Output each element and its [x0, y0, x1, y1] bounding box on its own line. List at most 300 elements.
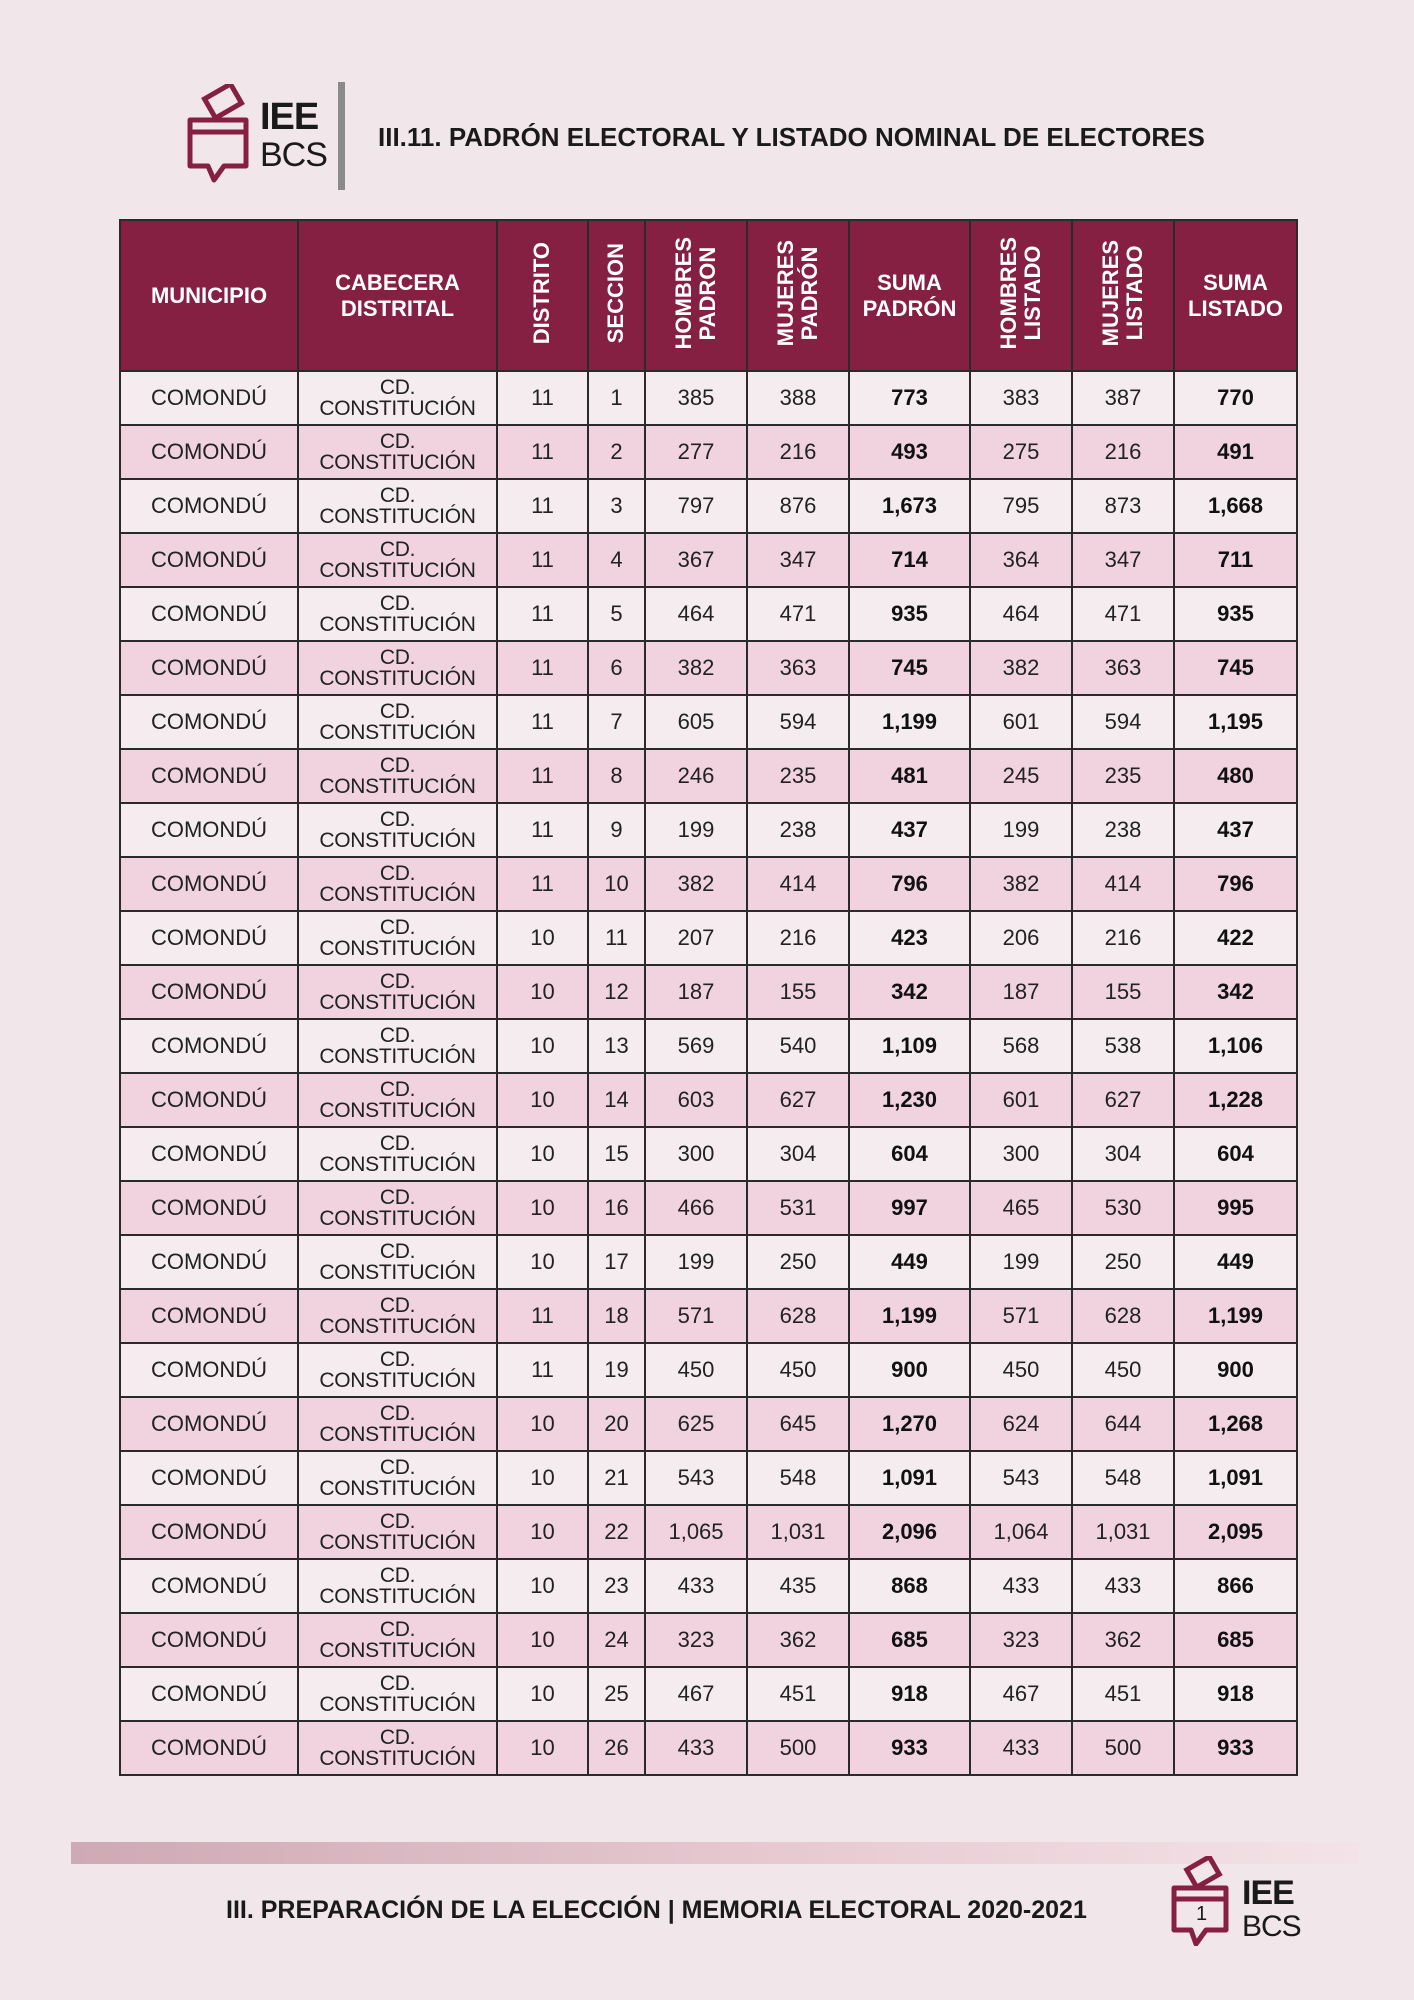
cell-hombres-listado: 464 [970, 587, 1072, 641]
cell-suma-listado: 995 [1174, 1181, 1297, 1235]
cell-distrito: 10 [497, 1613, 588, 1667]
cell-mujeres-padron: 500 [747, 1721, 849, 1775]
cell-cabecera: CD. CONSTITUCIÓN [298, 533, 497, 587]
cell-distrito: 11 [497, 1289, 588, 1343]
cell-mujeres-listado: 387 [1072, 371, 1174, 425]
cell-distrito: 11 [497, 695, 588, 749]
col-suma-padron: SUMA PADRÓN [849, 220, 970, 371]
cell-municipio: COMONDÚ [120, 587, 298, 641]
cell-suma-padron: 935 [849, 587, 970, 641]
cell-mujeres-padron: 548 [747, 1451, 849, 1505]
cell-hombres-listado: 199 [970, 1235, 1072, 1289]
cell-hombres-padron: 543 [645, 1451, 747, 1505]
table-row [120, 695, 1297, 749]
cell-hombres-padron: 433 [645, 1559, 747, 1613]
cell-hombres-padron: 605 [645, 695, 747, 749]
cell-cabecera: CD. CONSTITUCIÓN [298, 479, 497, 533]
cell-distrito: 11 [497, 749, 588, 803]
footer-logo-line-1: IEE [1242, 1874, 1294, 1912]
cell-mujeres-listado: 216 [1072, 425, 1174, 479]
cell-mujeres-listado: 627 [1072, 1073, 1174, 1127]
cell-cabecera: CD. CONSTITUCIÓN [298, 1397, 497, 1451]
cell-seccion: 23 [588, 1559, 645, 1613]
cell-seccion: 21 [588, 1451, 645, 1505]
cell-mujeres-listado: 451 [1072, 1667, 1174, 1721]
cell-seccion: 5 [588, 587, 645, 641]
cell-cabecera: CD. CONSTITUCIÓN [298, 371, 497, 425]
cell-mujeres-listado: 155 [1072, 965, 1174, 1019]
cell-suma-padron: 481 [849, 749, 970, 803]
cell-mujeres-listado: 433 [1072, 1559, 1174, 1613]
cell-distrito: 10 [497, 1073, 588, 1127]
cell-mujeres-listado: 538 [1072, 1019, 1174, 1073]
table-row [120, 1019, 1297, 1073]
table-row [120, 587, 1297, 641]
cell-hombres-listado: 382 [970, 641, 1072, 695]
cell-hombres-padron: 569 [645, 1019, 747, 1073]
cell-hombres-padron: 467 [645, 1667, 747, 1721]
cell-cabecera: CD. CONSTITUCIÓN [298, 587, 497, 641]
table-row [120, 1127, 1297, 1181]
page-number: 1 [1196, 1903, 1208, 1925]
cell-mujeres-listado: 548 [1072, 1451, 1174, 1505]
cell-cabecera: CD. CONSTITUCIÓN [298, 1019, 497, 1073]
cell-hombres-padron: 603 [645, 1073, 747, 1127]
cell-mujeres-padron: 155 [747, 965, 849, 1019]
electoral-table [119, 219, 1298, 1776]
cell-suma-padron: 900 [849, 1343, 970, 1397]
cell-suma-listado: 2,095 [1174, 1505, 1297, 1559]
col-hombres-padron: HOMBRES PADRON [645, 220, 747, 371]
cell-municipio: COMONDÚ [120, 1613, 298, 1667]
cell-hombres-listado: 543 [970, 1451, 1072, 1505]
cell-cabecera: CD. CONSTITUCIÓN [298, 425, 497, 479]
cell-suma-listado: 866 [1174, 1559, 1297, 1613]
cell-seccion: 25 [588, 1667, 645, 1721]
cell-hombres-listado: 433 [970, 1559, 1072, 1613]
cell-mujeres-padron: 540 [747, 1019, 849, 1073]
cell-distrito: 10 [497, 1667, 588, 1721]
cell-seccion: 19 [588, 1343, 645, 1397]
cell-municipio: COMONDÚ [120, 641, 298, 695]
col-hombres-listado: HOMBRES LISTADO [970, 220, 1072, 371]
cell-cabecera: CD. CONSTITUCIÓN [298, 641, 497, 695]
cell-suma-listado: 1,106 [1174, 1019, 1297, 1073]
cell-municipio: COMONDÚ [120, 1397, 298, 1451]
cell-seccion: 26 [588, 1721, 645, 1775]
cell-suma-padron: 604 [849, 1127, 970, 1181]
cell-suma-padron: 918 [849, 1667, 970, 1721]
cell-municipio: COMONDÚ [120, 1451, 298, 1505]
cell-suma-padron: 1,230 [849, 1073, 970, 1127]
cell-seccion: 13 [588, 1019, 645, 1073]
cell-hombres-padron: 207 [645, 911, 747, 965]
cell-cabecera: CD. CONSTITUCIÓN [298, 1613, 497, 1667]
cell-hombres-listado: 568 [970, 1019, 1072, 1073]
cell-distrito: 10 [497, 1505, 588, 1559]
cell-hombres-padron: 1,065 [645, 1505, 747, 1559]
cell-municipio: COMONDÚ [120, 1667, 298, 1721]
cell-hombres-padron: 625 [645, 1397, 747, 1451]
cell-hombres-padron: 300 [645, 1127, 747, 1181]
cell-mujeres-padron: 645 [747, 1397, 849, 1451]
cell-mujeres-padron: 531 [747, 1181, 849, 1235]
cell-suma-listado: 1,228 [1174, 1073, 1297, 1127]
cell-suma-listado: 900 [1174, 1343, 1297, 1397]
cell-suma-padron: 423 [849, 911, 970, 965]
cell-seccion: 16 [588, 1181, 645, 1235]
cell-mujeres-listado: 471 [1072, 587, 1174, 641]
cell-mujeres-padron: 628 [747, 1289, 849, 1343]
cell-suma-listado: 711 [1174, 533, 1297, 587]
cell-municipio: COMONDÚ [120, 533, 298, 587]
cell-hombres-padron: 571 [645, 1289, 747, 1343]
cell-distrito: 11 [497, 857, 588, 911]
cell-cabecera: CD. CONSTITUCIÓN [298, 1721, 497, 1775]
cell-hombres-listado: 571 [970, 1289, 1072, 1343]
cell-mujeres-padron: 471 [747, 587, 849, 641]
cell-hombres-listado: 601 [970, 1073, 1072, 1127]
cell-distrito: 10 [497, 1721, 588, 1775]
footer-band [71, 1842, 1359, 1864]
cell-suma-listado: 449 [1174, 1235, 1297, 1289]
cell-seccion: 6 [588, 641, 645, 695]
cell-seccion: 17 [588, 1235, 645, 1289]
footer-text: III. PREPARACIÓN DE LA ELECCIÓN | MEMORIA ELECTORAL 2020-2021 [226, 1896, 1087, 1924]
cell-suma-padron: 796 [849, 857, 970, 911]
cell-municipio: COMONDÚ [120, 1127, 298, 1181]
cell-suma-listado: 770 [1174, 371, 1297, 425]
cell-suma-padron: 1,091 [849, 1451, 970, 1505]
cell-municipio: COMONDÚ [120, 965, 298, 1019]
cell-suma-padron: 342 [849, 965, 970, 1019]
cell-municipio: COMONDÚ [120, 911, 298, 965]
cell-hombres-padron: 433 [645, 1721, 747, 1775]
cell-mujeres-listado: 414 [1072, 857, 1174, 911]
cell-seccion: 3 [588, 479, 645, 533]
col-distrito: DISTRITO [497, 220, 588, 371]
cell-cabecera: CD. CONSTITUCIÓN [298, 1667, 497, 1721]
cell-distrito: 10 [497, 1019, 588, 1073]
cell-hombres-listado: 467 [970, 1667, 1072, 1721]
cell-hombres-listado: 450 [970, 1343, 1072, 1397]
cell-mujeres-padron: 627 [747, 1073, 849, 1127]
cell-mujeres-padron: 235 [747, 749, 849, 803]
cell-suma-padron: 1,199 [849, 695, 970, 749]
cell-mujeres-padron: 450 [747, 1343, 849, 1397]
cell-suma-listado: 1,268 [1174, 1397, 1297, 1451]
cell-municipio: COMONDÚ [120, 1343, 298, 1397]
logo-line-2: BCS [260, 136, 327, 174]
cell-hombres-listado: 433 [970, 1721, 1072, 1775]
cell-hombres-listado: 601 [970, 695, 1072, 749]
cell-hombres-padron: 199 [645, 1235, 747, 1289]
table-row [120, 641, 1297, 695]
cell-suma-listado: 796 [1174, 857, 1297, 911]
iee-bcs-logo [180, 80, 330, 192]
footer-logo-line-2: BCS [1242, 1910, 1301, 1943]
table-row [120, 425, 1297, 479]
cell-suma-listado: 745 [1174, 641, 1297, 695]
table-row [120, 1667, 1297, 1721]
cell-mujeres-listado: 216 [1072, 911, 1174, 965]
cell-mujeres-listado: 500 [1072, 1721, 1174, 1775]
cell-hombres-listado: 275 [970, 425, 1072, 479]
cell-suma-padron: 745 [849, 641, 970, 695]
cell-municipio: COMONDÚ [120, 1073, 298, 1127]
cell-cabecera: CD. CONSTITUCIÓN [298, 803, 497, 857]
cell-cabecera: CD. CONSTITUCIÓN [298, 1559, 497, 1613]
cell-distrito: 11 [497, 641, 588, 695]
table-row [120, 1451, 1297, 1505]
cell-cabecera: CD. CONSTITUCIÓN [298, 911, 497, 965]
cell-distrito: 10 [497, 1181, 588, 1235]
cell-distrito: 10 [497, 1559, 588, 1613]
cell-mujeres-listado: 362 [1072, 1613, 1174, 1667]
cell-suma-padron: 1,270 [849, 1397, 970, 1451]
cell-hombres-padron: 187 [645, 965, 747, 1019]
table-row [120, 1343, 1297, 1397]
cell-suma-listado: 491 [1174, 425, 1297, 479]
cell-seccion: 8 [588, 749, 645, 803]
cell-mujeres-padron: 594 [747, 695, 849, 749]
cell-distrito: 10 [497, 1397, 588, 1451]
table-row [120, 1181, 1297, 1235]
cell-distrito: 10 [497, 911, 588, 965]
cell-seccion: 12 [588, 965, 645, 1019]
ballot-box-icon [186, 84, 256, 184]
cell-mujeres-listado: 644 [1072, 1397, 1174, 1451]
cell-mujeres-listado: 347 [1072, 533, 1174, 587]
cell-cabecera: CD. CONSTITUCIÓN [298, 1235, 497, 1289]
cell-hombres-listado: 206 [970, 911, 1072, 965]
cell-municipio: COMONDÚ [120, 1505, 298, 1559]
footer-logo [1170, 1856, 1320, 1956]
page-title: III.11. PADRÓN ELECTORAL Y LISTADO NOMINAL DE ELECTORES [378, 122, 1205, 152]
cell-suma-padron: 449 [849, 1235, 970, 1289]
cell-distrito: 10 [497, 1127, 588, 1181]
cell-suma-listado: 1,195 [1174, 695, 1297, 749]
cell-hombres-padron: 797 [645, 479, 747, 533]
cell-mujeres-padron: 876 [747, 479, 849, 533]
cell-suma-listado: 604 [1174, 1127, 1297, 1181]
cell-suma-padron: 1,673 [849, 479, 970, 533]
table-row [120, 803, 1297, 857]
cell-municipio: COMONDÚ [120, 371, 298, 425]
table-row [120, 1613, 1297, 1667]
table-row [120, 965, 1297, 1019]
cell-hombres-listado: 323 [970, 1613, 1072, 1667]
logo-line-1: IEE [260, 96, 319, 138]
cell-suma-padron: 933 [849, 1721, 970, 1775]
cell-mujeres-padron: 250 [747, 1235, 849, 1289]
cell-cabecera: CD. CONSTITUCIÓN [298, 1127, 497, 1181]
cell-seccion: 15 [588, 1127, 645, 1181]
table-row [120, 1289, 1297, 1343]
cell-mujeres-listado: 250 [1072, 1235, 1174, 1289]
cell-hombres-listado: 199 [970, 803, 1072, 857]
cell-distrito: 10 [497, 1451, 588, 1505]
header-divider [338, 82, 345, 190]
ballot-box-icon [1170, 1856, 1234, 1946]
cell-hombres-padron: 246 [645, 749, 747, 803]
cell-municipio: COMONDÚ [120, 695, 298, 749]
cell-cabecera: CD. CONSTITUCIÓN [298, 1289, 497, 1343]
cell-distrito: 11 [497, 587, 588, 641]
cell-suma-listado: 342 [1174, 965, 1297, 1019]
cell-municipio: COMONDÚ [120, 1721, 298, 1775]
cell-mujeres-padron: 451 [747, 1667, 849, 1721]
col-seccion: SECCION [588, 220, 645, 371]
col-suma-listado: SUMA LISTADO [1174, 220, 1297, 371]
col-mujeres-padron: MUJERES PADRÓN [747, 220, 849, 371]
cell-municipio: COMONDÚ [120, 803, 298, 857]
cell-seccion: 10 [588, 857, 645, 911]
cell-suma-listado: 437 [1174, 803, 1297, 857]
table-row [120, 533, 1297, 587]
cell-mujeres-listado: 450 [1072, 1343, 1174, 1397]
cell-suma-listado: 1,199 [1174, 1289, 1297, 1343]
cell-seccion: 20 [588, 1397, 645, 1451]
table-row [120, 1235, 1297, 1289]
cell-mujeres-padron: 304 [747, 1127, 849, 1181]
cell-distrito: 11 [497, 371, 588, 425]
cell-municipio: COMONDÚ [120, 749, 298, 803]
cell-suma-padron: 1,109 [849, 1019, 970, 1073]
cell-hombres-listado: 465 [970, 1181, 1072, 1235]
cell-distrito: 10 [497, 965, 588, 1019]
cell-municipio: COMONDÚ [120, 1181, 298, 1235]
cell-mujeres-listado: 594 [1072, 695, 1174, 749]
cell-municipio: COMONDÚ [120, 857, 298, 911]
table-row [120, 1721, 1297, 1775]
table-row [120, 371, 1297, 425]
cell-hombres-padron: 385 [645, 371, 747, 425]
cell-mujeres-listado: 873 [1072, 479, 1174, 533]
cell-cabecera: CD. CONSTITUCIÓN [298, 965, 497, 1019]
cell-seccion: 1 [588, 371, 645, 425]
table-row [120, 1397, 1297, 1451]
cell-hombres-padron: 277 [645, 425, 747, 479]
cell-seccion: 18 [588, 1289, 645, 1343]
cell-hombres-padron: 382 [645, 857, 747, 911]
table-row [120, 749, 1297, 803]
cell-municipio: COMONDÚ [120, 1019, 298, 1073]
col-mujeres-listado: MUJERES LISTADO [1072, 220, 1174, 371]
cell-cabecera: CD. CONSTITUCIÓN [298, 1505, 497, 1559]
cell-cabecera: CD. CONSTITUCIÓN [298, 695, 497, 749]
cell-suma-padron: 1,199 [849, 1289, 970, 1343]
cell-municipio: COMONDÚ [120, 479, 298, 533]
cell-mujeres-listado: 530 [1072, 1181, 1174, 1235]
cell-municipio: COMONDÚ [120, 1289, 298, 1343]
cell-hombres-listado: 245 [970, 749, 1072, 803]
cell-suma-listado: 918 [1174, 1667, 1297, 1721]
cell-mujeres-padron: 414 [747, 857, 849, 911]
table-row [120, 911, 1297, 965]
cell-mujeres-padron: 216 [747, 911, 849, 965]
cell-hombres-listado: 382 [970, 857, 1072, 911]
cell-hombres-padron: 323 [645, 1613, 747, 1667]
cell-suma-listado: 685 [1174, 1613, 1297, 1667]
cell-distrito: 10 [497, 1235, 588, 1289]
cell-mujeres-padron: 363 [747, 641, 849, 695]
cell-mujeres-listado: 363 [1072, 641, 1174, 695]
cell-mujeres-listado: 628 [1072, 1289, 1174, 1343]
cell-cabecera: CD. CONSTITUCIÓN [298, 1073, 497, 1127]
cell-hombres-padron: 199 [645, 803, 747, 857]
cell-mujeres-padron: 388 [747, 371, 849, 425]
cell-mujeres-listado: 235 [1072, 749, 1174, 803]
cell-suma-padron: 868 [849, 1559, 970, 1613]
table-row [120, 1505, 1297, 1559]
cell-cabecera: CD. CONSTITUCIÓN [298, 749, 497, 803]
cell-cabecera: CD. CONSTITUCIÓN [298, 1181, 497, 1235]
cell-suma-padron: 2,096 [849, 1505, 970, 1559]
table-header-row [120, 220, 1297, 371]
cell-hombres-listado: 383 [970, 371, 1072, 425]
cell-suma-padron: 685 [849, 1613, 970, 1667]
cell-hombres-listado: 364 [970, 533, 1072, 587]
cell-seccion: 14 [588, 1073, 645, 1127]
cell-mujeres-padron: 238 [747, 803, 849, 857]
table-row [120, 857, 1297, 911]
cell-suma-padron: 997 [849, 1181, 970, 1235]
cell-hombres-padron: 466 [645, 1181, 747, 1235]
cell-distrito: 11 [497, 533, 588, 587]
cell-suma-padron: 773 [849, 371, 970, 425]
cell-municipio: COMONDÚ [120, 1559, 298, 1613]
cell-hombres-padron: 464 [645, 587, 747, 641]
cell-hombres-listado: 187 [970, 965, 1072, 1019]
cell-hombres-listado: 624 [970, 1397, 1072, 1451]
table-row [120, 1073, 1297, 1127]
cell-hombres-listado: 1,064 [970, 1505, 1072, 1559]
cell-cabecera: CD. CONSTITUCIÓN [298, 1343, 497, 1397]
table-row [120, 1559, 1297, 1613]
cell-hombres-listado: 795 [970, 479, 1072, 533]
cell-hombres-padron: 450 [645, 1343, 747, 1397]
cell-seccion: 11 [588, 911, 645, 965]
cell-suma-listado: 480 [1174, 749, 1297, 803]
cell-suma-listado: 935 [1174, 587, 1297, 641]
cell-suma-listado: 1,091 [1174, 1451, 1297, 1505]
cell-suma-padron: 437 [849, 803, 970, 857]
cell-mujeres-listado: 238 [1072, 803, 1174, 857]
cell-suma-listado: 422 [1174, 911, 1297, 965]
cell-mujeres-padron: 1,031 [747, 1505, 849, 1559]
cell-seccion: 2 [588, 425, 645, 479]
cell-mujeres-padron: 362 [747, 1613, 849, 1667]
cell-seccion: 22 [588, 1505, 645, 1559]
cell-hombres-listado: 300 [970, 1127, 1072, 1181]
cell-mujeres-padron: 347 [747, 533, 849, 587]
cell-suma-padron: 493 [849, 425, 970, 479]
cell-mujeres-padron: 435 [747, 1559, 849, 1613]
cell-distrito: 11 [497, 803, 588, 857]
cell-distrito: 11 [497, 1343, 588, 1397]
cell-mujeres-listado: 1,031 [1072, 1505, 1174, 1559]
cell-seccion: 7 [588, 695, 645, 749]
page-header [180, 80, 1280, 192]
cell-municipio: COMONDÚ [120, 1235, 298, 1289]
cell-cabecera: CD. CONSTITUCIÓN [298, 857, 497, 911]
cell-suma-padron: 714 [849, 533, 970, 587]
col-cabecera-distrital: CABECERA DISTRITAL [298, 220, 497, 371]
cell-distrito: 11 [497, 479, 588, 533]
cell-suma-listado: 1,668 [1174, 479, 1297, 533]
cell-seccion: 4 [588, 533, 645, 587]
